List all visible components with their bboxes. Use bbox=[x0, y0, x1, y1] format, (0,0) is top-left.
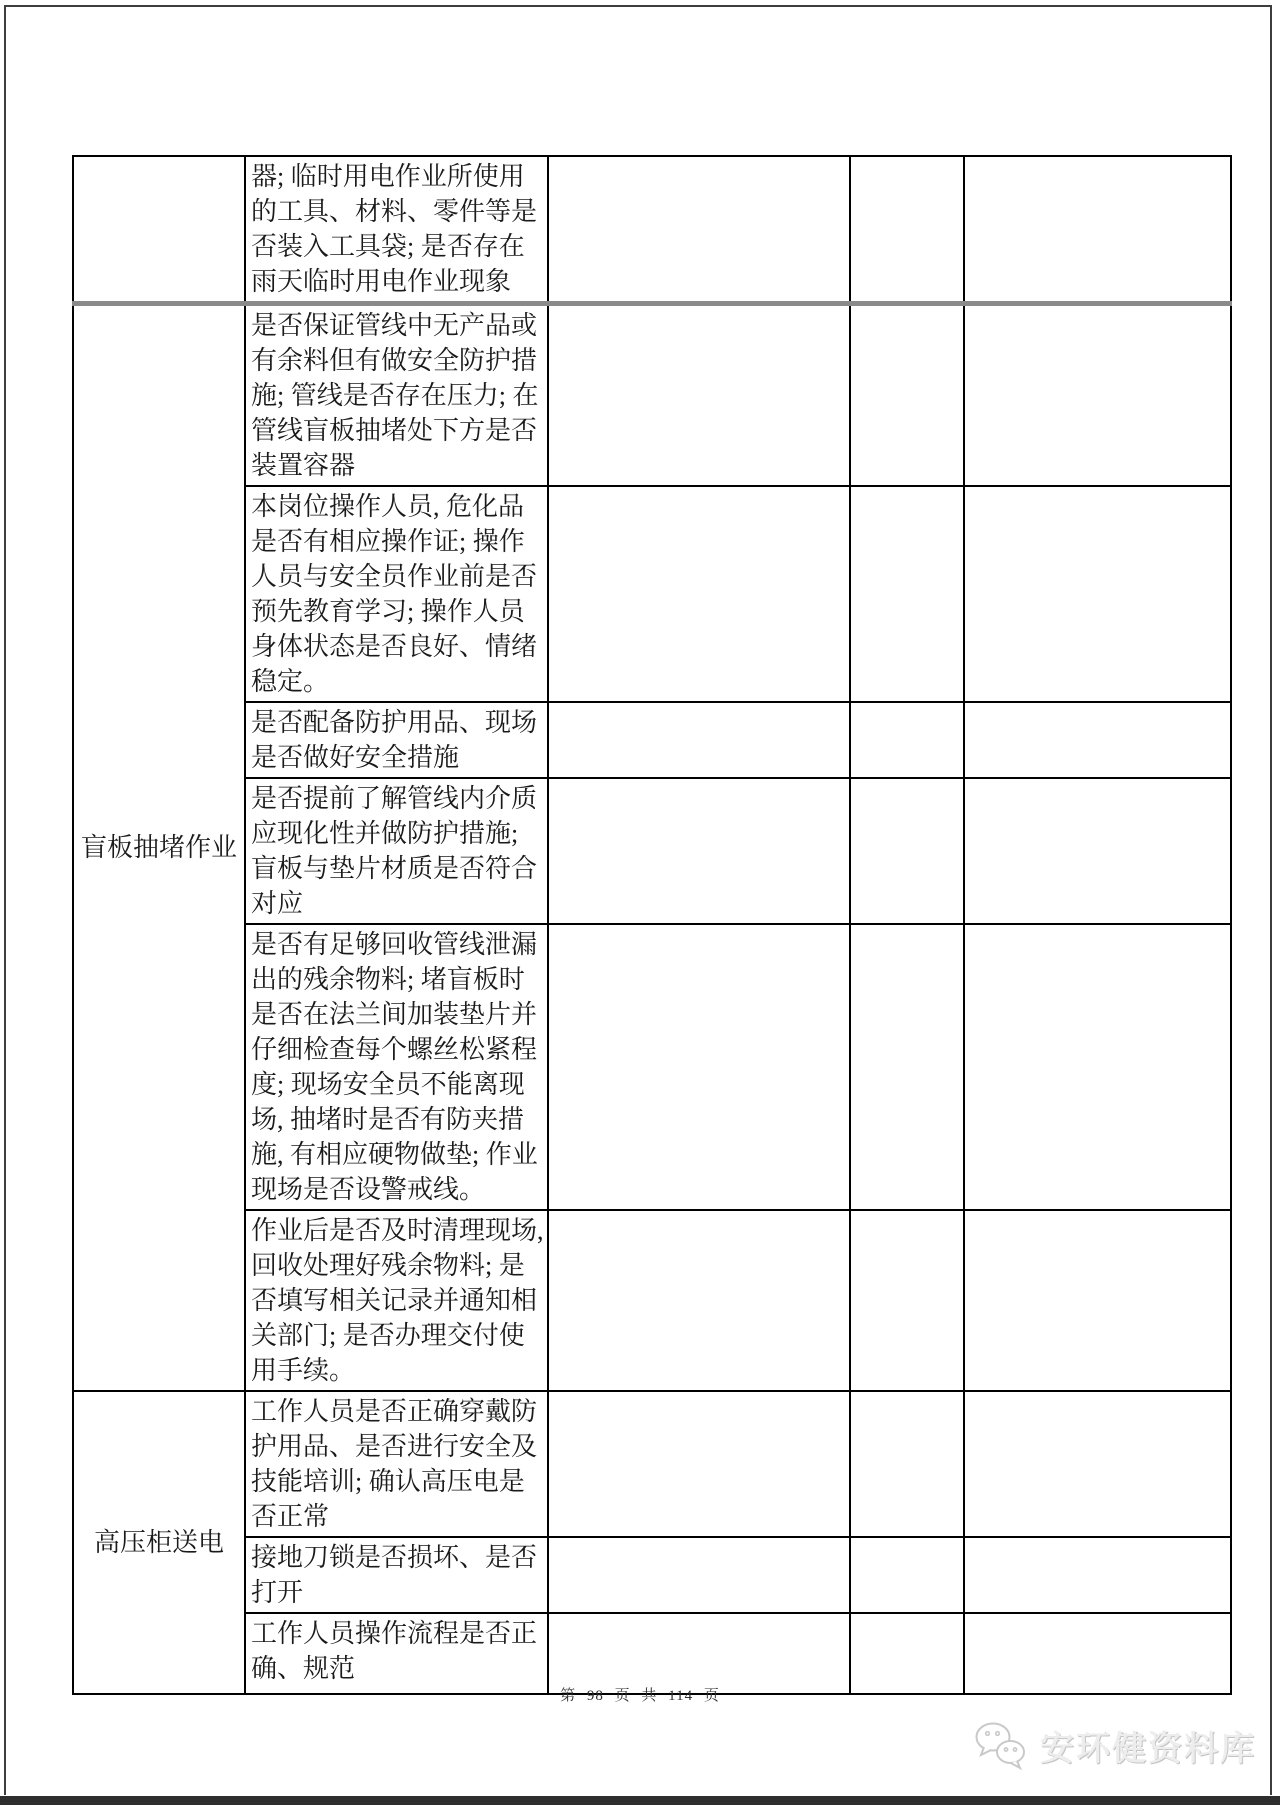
empty-cell bbox=[964, 486, 1231, 702]
watermark bbox=[972, 1720, 1256, 1770]
empty-cell bbox=[548, 702, 850, 778]
category-cell bbox=[73, 156, 245, 304]
check-item-cell: 器; 临时用电作业所使用的工具、材料、零件等是否装入工具袋; 是否存在雨天临时用电作业现象 bbox=[245, 156, 548, 304]
chat-bubbles-icon bbox=[972, 1720, 1030, 1770]
category-cell: 高压柜送电 bbox=[73, 1391, 245, 1694]
safety-checklist-table bbox=[72, 155, 1232, 1695]
empty-cell bbox=[850, 778, 964, 924]
empty-cell bbox=[548, 778, 850, 924]
empty-cell bbox=[850, 702, 964, 778]
empty-cell bbox=[548, 1391, 850, 1537]
check-item-cell: 是否有足够回收管线泄漏出的残余物料; 堵盲板时是否在法兰间加装垫片并仔细检查每个螺丝松紧程度; 现场安全员不能离现场, 抽堵时是否有防夹措施, 有相应硬物做垫; 作业现场是否设警戒线。 bbox=[245, 924, 548, 1210]
table-row bbox=[73, 1537, 1231, 1613]
table-row bbox=[73, 1391, 1231, 1537]
category-cell: 盲板抽堵作业 bbox=[73, 304, 245, 1392]
empty-cell bbox=[964, 1613, 1231, 1694]
check-item-cell: 工作人员操作流程是否正确、规范 bbox=[245, 1613, 548, 1694]
empty-cell bbox=[964, 702, 1231, 778]
check-item-cell: 接地刀锁是否损坏、是否打开 bbox=[245, 1537, 548, 1613]
empty-cell bbox=[850, 304, 964, 487]
check-item-cell: 工作人员是否正确穿戴防护用品、是否进行安全及技能培训; 确认高压电是否正常 bbox=[245, 1391, 548, 1537]
empty-cell bbox=[548, 1613, 850, 1694]
empty-cell bbox=[548, 304, 850, 487]
empty-cell bbox=[850, 924, 964, 1210]
check-item-cell: 是否保证管线中无产品或有余料但有做安全防护措施; 管线是否存在压力; 在管线盲板抽堵处下方是否装置容器 bbox=[245, 304, 548, 487]
empty-cell bbox=[964, 778, 1231, 924]
page-bottom-edge bbox=[0, 1796, 1280, 1805]
empty-cell bbox=[548, 924, 850, 1210]
check-item-cell: 本岗位操作人员, 危化品是否有相应操作证; 操作人员与安全员作业前是否预先教育学习; 操作人员身体状态是否良好、情绪稳定。 bbox=[245, 486, 548, 702]
empty-cell bbox=[964, 1391, 1231, 1537]
empty-cell bbox=[850, 1210, 964, 1391]
table-row bbox=[73, 778, 1231, 924]
table-row bbox=[73, 924, 1231, 1210]
check-item-cell: 是否提前了解管线内介质应现化性并做防护措施; 盲板与垫片材质是否符合对应 bbox=[245, 778, 548, 924]
watermark-text: 安环健资料库 bbox=[1040, 1730, 1256, 1768]
table-row bbox=[73, 156, 1231, 304]
empty-cell bbox=[964, 304, 1231, 487]
table-row bbox=[73, 486, 1231, 702]
empty-cell bbox=[850, 1537, 964, 1613]
empty-cell bbox=[548, 1537, 850, 1613]
empty-cell bbox=[850, 1391, 964, 1537]
check-item-cell: 是否配备防护用品、现场是否做好安全措施 bbox=[245, 702, 548, 778]
table-row bbox=[73, 1210, 1231, 1391]
empty-cell bbox=[964, 1537, 1231, 1613]
page-number-footer: 第 98 页 共 114 页 bbox=[560, 1688, 720, 1704]
empty-cell bbox=[548, 156, 850, 304]
empty-cell bbox=[964, 156, 1231, 304]
empty-cell bbox=[964, 924, 1231, 1210]
empty-cell bbox=[548, 1210, 850, 1391]
table-row bbox=[73, 1613, 1231, 1694]
table-row bbox=[73, 304, 1231, 487]
empty-cell bbox=[964, 1210, 1231, 1391]
table-row bbox=[73, 702, 1231, 778]
empty-cell bbox=[850, 1613, 964, 1694]
empty-cell bbox=[850, 156, 964, 304]
empty-cell bbox=[548, 486, 850, 702]
empty-cell bbox=[850, 486, 964, 702]
check-item-cell: 作业后是否及时清理现场, 回收处理好残余物料; 是否填写相关记录并通知相关部门; 是否办理交付使用手续。 bbox=[245, 1210, 548, 1391]
